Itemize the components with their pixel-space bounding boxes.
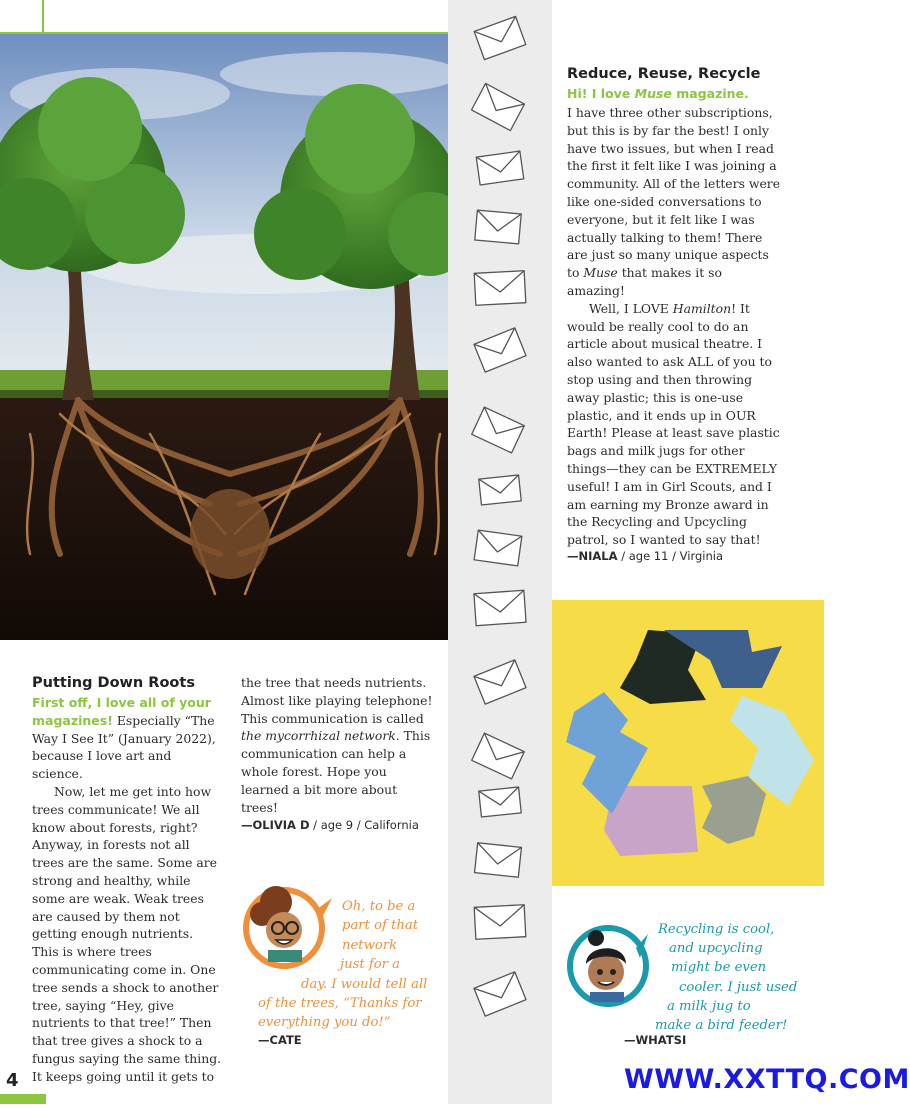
envelope-icon	[474, 530, 522, 566]
trees-roots-illustration	[0, 34, 448, 640]
whatsi-avatar	[566, 924, 650, 1008]
olivia-signature: —OLIVIA D / age 9 / California	[241, 818, 419, 832]
envelope-icon	[476, 151, 523, 185]
envelope-icon	[472, 733, 525, 779]
envelope-icon	[472, 83, 525, 130]
envelope-icon	[474, 16, 526, 59]
page-number: 4	[6, 1070, 19, 1091]
whatsi-quote: Recycling is cool, and upcycling might be even cooler. I just used a milk jug to make a bird feeder!	[655, 922, 798, 1034]
envelope-icons	[448, 0, 552, 1104]
envelope-icon	[474, 905, 526, 940]
letter-roots-col1	[32, 694, 222, 1086]
watermark: WWW.XXTTQ.COM	[624, 1064, 910, 1095]
envelope-icon	[474, 590, 526, 625]
letter-recycle-lead: Hi! I love Muse magazine.	[567, 86, 749, 101]
letter-recycle-p2: Well, I LOVE Hamilton! It would be really cool to do an article about musical theatre. I also wanted to ask ALL of you to stop using and then throwing away plastic; this is one-use plastic, and it ends up in OUR Earth! Please at least save plastic bags and milk jugs for other things—they can be EXTREMELY useful! I am in Girl Scouts, and I am earning my Bronze award in the Recycling and Upcycling patrol, so I wanted to say that!	[567, 300, 780, 548]
envelope-icon	[474, 972, 526, 1016]
letter-recycle-body	[567, 104, 783, 549]
cate-signature: —CATE	[258, 1033, 302, 1047]
envelope-icon	[479, 475, 521, 505]
envelope-icon	[479, 787, 521, 817]
header-tab	[0, 0, 44, 34]
letter-roots-p2: Now, let me get into how trees communicate! We all know about forests, right? Anyway, in forests not all trees are the same. Some are strong and healthy, while some are weak. Weak trees are caused by them not getting enough nutrients. This is where trees communicating come in. One tree sends a shock to another tree, saying “Hey, give nutrients to that tree!” Then that tree gives a shock to a fungus saying the same thing. It keeps going until it gets to	[32, 783, 222, 1084]
page-number-bar	[0, 1094, 46, 1104]
letter-recycle-heading: Reduce, Reuse, Recycle	[567, 66, 761, 82]
letter-roots-heading: Putting Down Roots	[32, 675, 195, 691]
letter-roots-col2: the tree that needs nutrients. Almost like playing telephone! This communication is called the mycorrhizal network. This communication can help a whole forest. Hope you learned a bit more about trees!	[241, 675, 433, 815]
envelope-column	[448, 0, 552, 1104]
letter-roots-p1: First off, I love all of your magazines! Especially “The Way I See It” (January 2022), because I love art and science.	[32, 695, 216, 782]
envelope-icon	[474, 660, 526, 704]
envelope-icon	[474, 328, 526, 372]
whatsi-signature: —WHATSI	[624, 1033, 687, 1047]
recycled-fabric-photo	[552, 600, 824, 886]
cate-quote: Oh, to be a part of that network just for a day. I would tell all of the trees, “Thanks for everything you do!”	[258, 899, 428, 1031]
niala-signature: —NIALA / age 11 / Virginia	[567, 549, 723, 563]
envelope-icon	[472, 407, 525, 453]
envelope-icon	[475, 210, 521, 244]
letter-recycle-p1: I have three other subscriptions, but this is by far the best! I only have two issues, but when I read the first it felt like I was joining a community. All of the letters were like one-sided conversations to everyone, but it felt like I was actually talking to them! There are just so many unique aspects to Muse that makes it so amazing!	[567, 105, 781, 298]
envelope-icon	[475, 843, 522, 877]
envelope-icon	[474, 271, 526, 306]
